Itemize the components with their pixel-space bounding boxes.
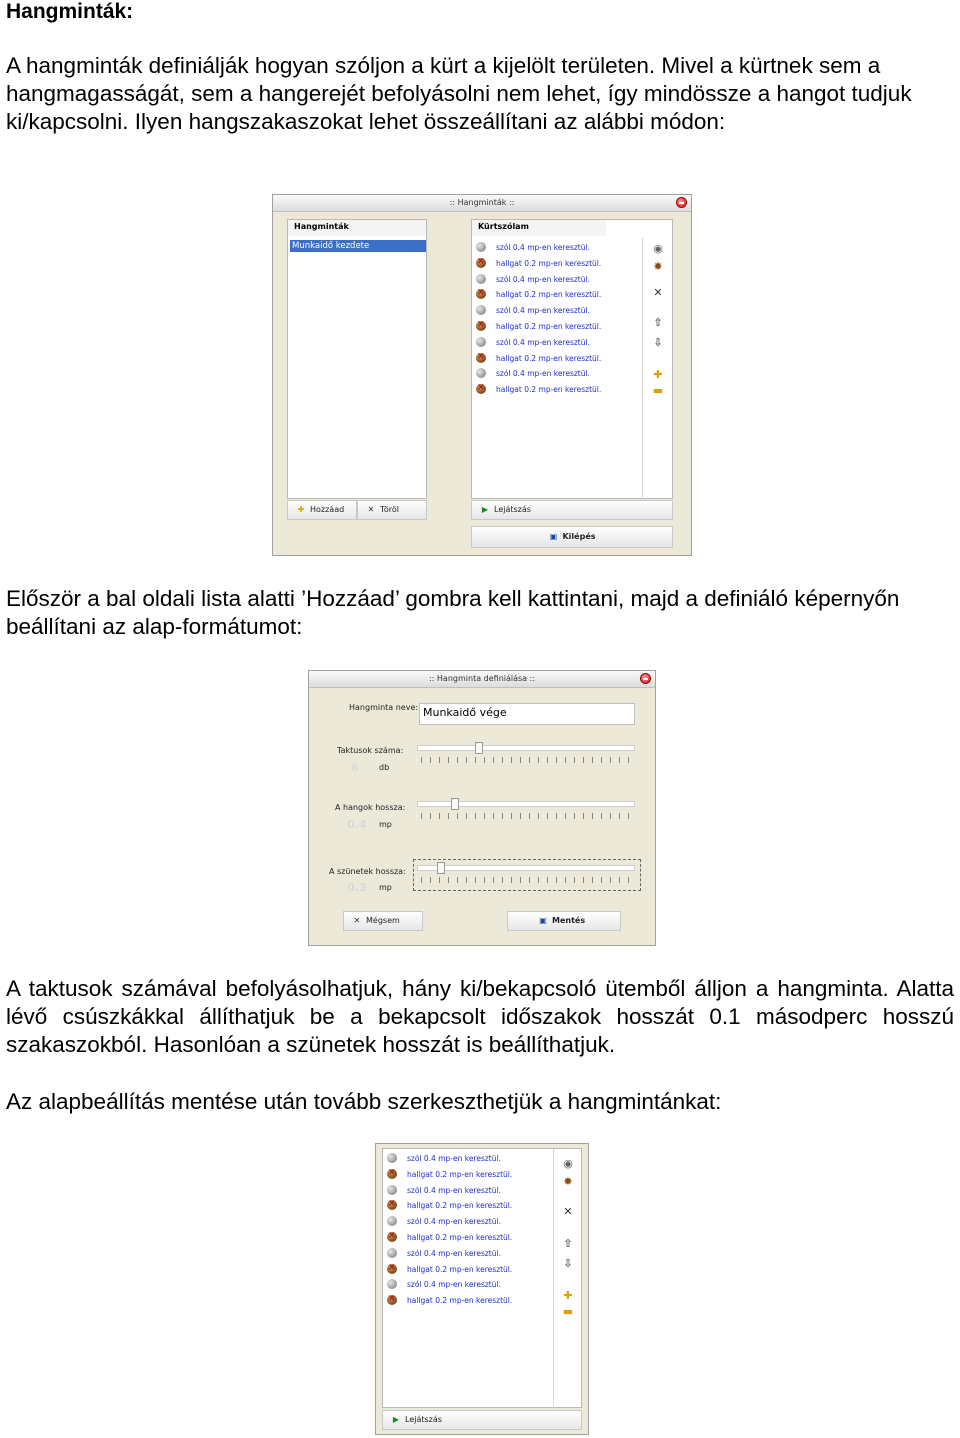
list-item[interactable]	[383, 1198, 551, 1213]
delete-button[interactable]	[357, 500, 427, 520]
list-item-label: hallgat 0.2 mp-en keresztül.	[407, 1296, 513, 1306]
tone-value: 0.4	[347, 818, 367, 831]
speaker-icon	[387, 1279, 397, 1289]
list-item[interactable]	[472, 272, 642, 287]
list-item-label: hallgat 0.2 mp-en keresztül.	[407, 1169, 513, 1179]
speaker-icon[interactable]: ◉	[653, 242, 663, 255]
play-button[interactable]	[382, 1410, 582, 1430]
pause-slider[interactable]	[443, 865, 635, 871]
beats-slider-thumb[interactable]	[475, 742, 483, 754]
list-item-label: hallgat 0.2 mp-en keresztül.	[496, 385, 602, 395]
list-item-label: szól 0.4 mp-en keresztül.	[496, 274, 590, 284]
mute-icon	[476, 321, 486, 331]
pause-value: 0.3	[347, 881, 367, 894]
play-button[interactable]	[471, 500, 673, 520]
list-item-label: hallgat 0.2 mp-en keresztül.	[496, 290, 602, 300]
mute-icon	[476, 353, 486, 363]
list-item-label: szól 0.4 mp-en keresztül.	[496, 369, 590, 379]
next-step-paragraph: Az alapbeállítás mentése után tovább szerkeszthetjük a hangmintánkat:	[6, 1089, 722, 1114]
list-item-label: szól 0.4 mp-en keresztül.	[407, 1185, 501, 1195]
list-item-label: hallgat 0.2 mp-en keresztül.	[407, 1233, 513, 1242]
list-item[interactable]	[472, 382, 642, 397]
list-item-label: szól 0.4 mp-en keresztül.	[496, 243, 590, 252]
pause-label: A szünetek hossza:	[329, 867, 406, 876]
pause-unit: mp	[379, 883, 392, 892]
list-item[interactable]	[472, 319, 642, 334]
score-panel	[382, 1148, 582, 1408]
score-header: Kürtszólam	[472, 220, 606, 236]
pause-focus-frame	[413, 859, 641, 891]
list-item[interactable]	[383, 1262, 551, 1277]
list-item[interactable]	[472, 303, 642, 318]
move-up-icon[interactable]: ⇧	[653, 316, 663, 329]
list-item-label: hallgat 0.2 mp-en keresztül.	[496, 258, 602, 268]
speaker-icon	[387, 1216, 397, 1226]
list-item[interactable]	[383, 1277, 551, 1292]
beats-ticks	[421, 757, 635, 763]
move-down-icon[interactable]: ⇩	[563, 1257, 573, 1270]
list-item[interactable]	[383, 1167, 551, 1182]
beats-value: 6	[351, 761, 359, 774]
window-title: :: Hangminták ::	[273, 195, 691, 212]
beats-unit: db	[379, 763, 390, 772]
delete-button-label: Töröl	[380, 505, 399, 514]
floppy-icon: ▣	[549, 532, 558, 541]
score-panel	[471, 219, 673, 499]
tone-slider-thumb[interactable]	[451, 798, 459, 810]
mute-icon	[387, 1295, 397, 1305]
beats-slider[interactable]	[479, 745, 635, 751]
speaker-icon	[476, 337, 486, 347]
mute-icon[interactable]: ✸	[653, 260, 663, 273]
delete-icon[interactable]: ✕	[563, 1205, 573, 1218]
mute-icon	[387, 1169, 397, 1179]
speaker-icon[interactable]: ◉	[563, 1157, 573, 1170]
score-editor-crop	[375, 1143, 589, 1435]
name-field[interactable]: Munkaidő vége	[419, 703, 635, 725]
list-item[interactable]: Munkaidő kezdete	[290, 240, 426, 252]
speaker-icon	[476, 274, 486, 284]
mute-icon	[476, 384, 486, 394]
pattern-list-header: Hangminták	[288, 220, 426, 236]
list-item-label: szól 0.4 mp-en keresztül.	[407, 1154, 501, 1163]
play-icon: ▶	[392, 1415, 400, 1424]
x-icon: ✕	[353, 916, 361, 925]
exit-button[interactable]	[471, 526, 673, 548]
exit-button-label: Kilépés	[562, 532, 596, 541]
tone-track-left	[417, 801, 453, 807]
mute-icon[interactable]: ✸	[563, 1175, 573, 1188]
list-item-label: hallgat 0.2 mp-en keresztül.	[496, 322, 602, 331]
tone-unit: mp	[379, 820, 392, 829]
list-item[interactable]	[472, 240, 642, 255]
mute-icon	[387, 1264, 397, 1274]
speaker-icon	[387, 1153, 397, 1163]
list-item[interactable]	[472, 256, 642, 271]
list-item-label: szól 0.4 mp-en keresztül.	[407, 1248, 501, 1258]
list-item[interactable]	[383, 1183, 551, 1198]
list-item[interactable]	[472, 335, 642, 350]
delete-icon[interactable]: ✕	[653, 286, 663, 299]
list-item-label: szól 0.4 mp-en keresztül.	[407, 1217, 501, 1227]
name-label: Hangminta neve:	[349, 703, 419, 712]
list-item[interactable]	[383, 1293, 551, 1308]
speaker-icon	[476, 242, 486, 252]
list-item-label: szól 0.4 mp-en keresztül.	[496, 306, 590, 316]
pause-track-left	[417, 865, 439, 871]
play-icon: ▶	[481, 505, 489, 514]
tone-label: A hangok hossza:	[335, 803, 406, 812]
move-down-icon[interactable]: ⇩	[653, 336, 663, 349]
minus-icon[interactable]: ▬	[652, 384, 664, 397]
tone-slider[interactable]	[455, 801, 635, 807]
cancel-button[interactable]	[343, 911, 423, 931]
beats-track-left	[417, 745, 477, 751]
list-item-label: hallgat 0.2 mp-en keresztül.	[407, 1201, 513, 1211]
definition-window	[308, 670, 656, 946]
list-item[interactable]	[383, 1246, 551, 1261]
minus-icon[interactable]: ▬	[562, 1305, 574, 1318]
save-button-label: Mentés	[552, 916, 586, 925]
speaker-icon	[387, 1185, 397, 1195]
x-icon: ✕	[367, 505, 375, 514]
instruction-paragraph: Először a bal oldali lista alatti ’Hozzáad’ gombra kell kattintani, majd a definiáló képernyőn beállítani az alap-formátumot:	[6, 586, 900, 639]
plus-icon[interactable]: ✚	[653, 368, 663, 381]
plus-icon[interactable]: ✚	[563, 1289, 573, 1302]
plus-icon: ✚	[297, 505, 305, 514]
hangmintak-window	[272, 194, 692, 556]
move-up-icon[interactable]: ⇧	[563, 1237, 573, 1250]
save-button[interactable]	[507, 911, 621, 931]
pause-ticks	[421, 877, 635, 883]
explanation-paragraph: A taktusok számával befolyásolhatjuk, hány ki/bekapcsoló ütemből álljon a hangminta. Alatta lévő csúszkákkal állíthatjuk be a bekapcsolt időszakok hosszát 0.1 másodperc hosszú szakaszokból. Hasonlóan a szünetek hosszát is beállíthatjuk.	[6, 976, 954, 1057]
speaker-icon	[476, 368, 486, 378]
mute-icon	[476, 289, 486, 299]
mute-icon	[387, 1232, 397, 1242]
section-heading: Hangminták:	[6, 0, 134, 23]
add-button[interactable]	[287, 500, 357, 520]
list-item[interactable]	[472, 287, 642, 302]
floppy-icon: ▣	[539, 916, 547, 925]
cancel-button-label: Mégsem	[366, 916, 400, 925]
speaker-icon	[476, 305, 486, 315]
add-button-label: Hozzáad	[310, 505, 345, 514]
play-button-label: Lejátszás	[494, 505, 531, 514]
list-item[interactable]	[383, 1214, 551, 1229]
close-icon[interactable]	[640, 673, 651, 684]
tone-ticks	[421, 813, 635, 819]
close-icon[interactable]	[676, 197, 687, 208]
pause-slider-thumb[interactable]	[437, 862, 445, 874]
list-item-label: hallgat 0.2 mp-en keresztül.	[496, 353, 602, 363]
window-title: :: Hangminta definiálása ::	[309, 671, 655, 688]
list-item[interactable]	[383, 1151, 551, 1166]
speaker-icon	[387, 1248, 397, 1258]
list-item-label: hallgat 0.2 mp-en keresztül.	[407, 1264, 513, 1274]
mute-icon	[476, 258, 486, 268]
intro-paragraph: A hangminták definiálják hogyan szóljon a kürt a kijelölt területen. Mivel a kürtnek sem a hangmagasságát, sem a hangerejét befolyásolni nem lehet, így mindössze a hangot tudjuk ki/kapcsolni. Ilyen hangszakaszokat lehet összeállítani az alábbi módon:	[6, 53, 912, 134]
beats-label: Taktusok száma:	[337, 746, 404, 755]
list-item[interactable]	[383, 1230, 551, 1245]
score-list[interactable]	[472, 240, 642, 490]
score-list[interactable]	[383, 1151, 551, 1401]
list-item-label: szól 0.4 mp-en keresztül.	[407, 1280, 501, 1290]
list-item-label: szól 0.4 mp-en keresztül.	[496, 337, 590, 347]
list-item[interactable]	[472, 366, 642, 381]
pattern-list[interactable]	[287, 219, 427, 499]
play-button-label: Lejátszás	[405, 1415, 442, 1424]
list-item[interactable]	[472, 351, 642, 366]
mute-icon	[387, 1200, 397, 1210]
